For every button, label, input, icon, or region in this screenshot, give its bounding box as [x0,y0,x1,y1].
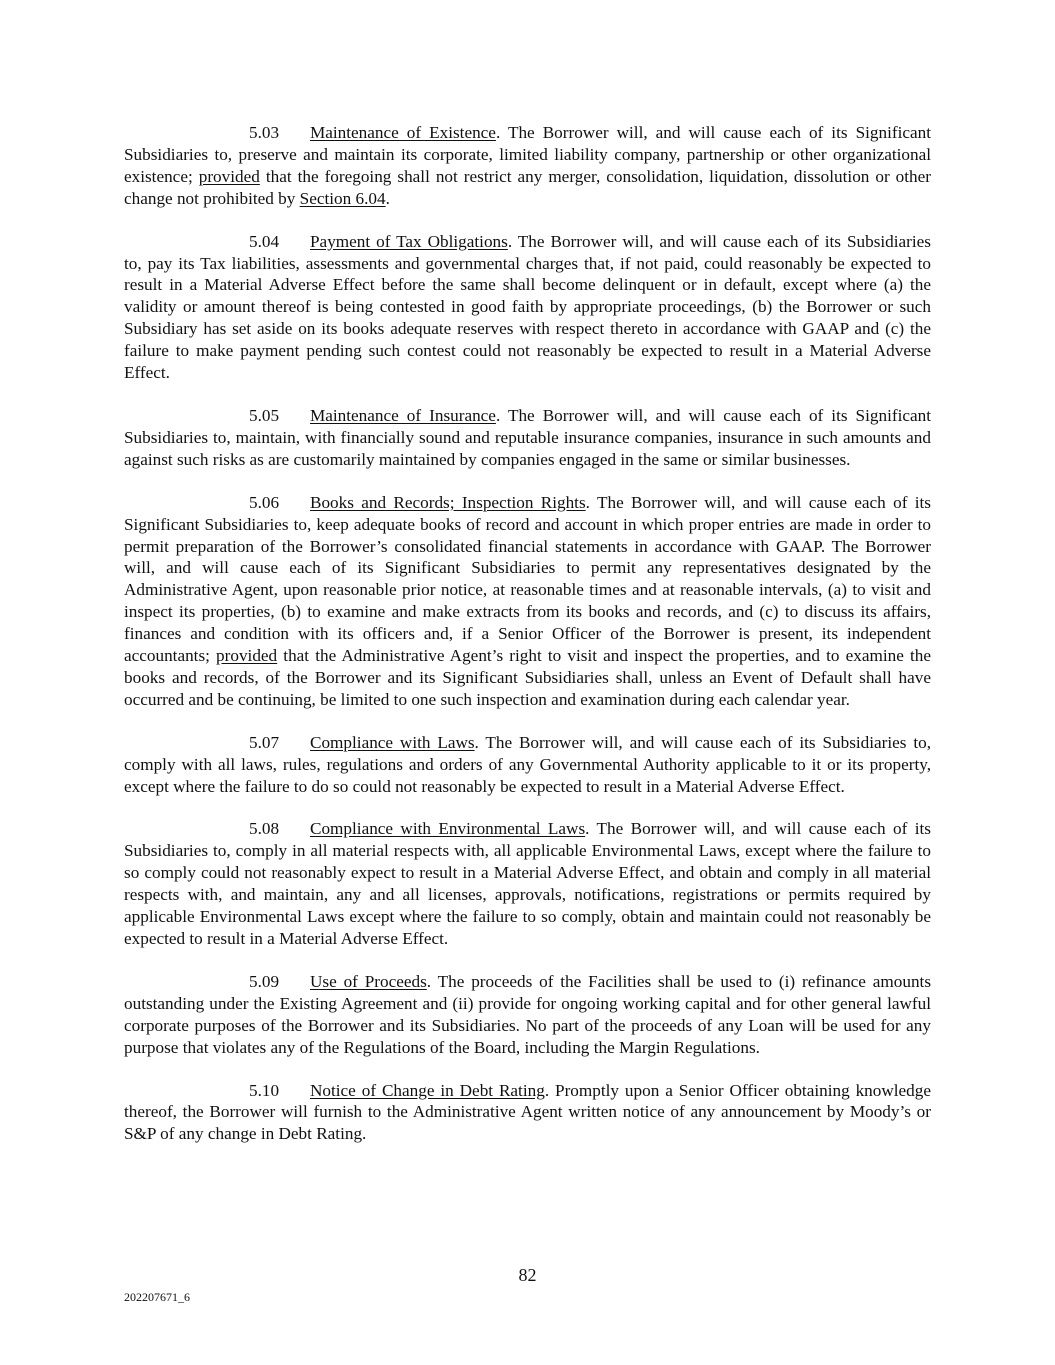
section-5-04: 5.04 Payment of Tax Obligations. The Borrower will, and will cause each of its Subsidiaries to, pay its Tax liabilities, assessments and governmental charges that, if not paid, could reasonably be expected to result in a Material Adverse Effect before the same shall become delinquent or in default, except where (a) the validity or amount thereof is being contested in good faith by appropriate proceedings, (b) the Borrower or such Subsidiary has set aside on its books adequate reserves with respect thereto in accordance with GAAP and (c) the failure to make payment pending such contest could not reasonably be expected to result in a Material Adverse Effect. [124,231,931,383]
section-heading: Payment of Tax Obligations [310,231,508,251]
defined-term-provided: provided [216,646,278,666]
document-id: 202207671_6 [124,1290,190,1304]
section-heading: Maintenance of Existence [310,123,496,142]
section-body: Promptly upon a Senior Officer obtaining knowledge thereof, the Borrower will furnish to the Administrative Agent written notice of any announcement by Moody’s or S&P of any change in Debt Rating. [124,1080,931,1144]
section-heading: Books and Records; Inspection Rights [310,492,586,512]
section-number: 5.03 [249,123,280,142]
section-number: 5.04 [249,231,280,251]
section-heading: Notice of Change in Debt Rating [310,1080,545,1100]
section-body: The Borrower will, and will cause each of its Subsidiaries to, comply with all laws, rules, regulations and orders of any Governmental Authority applicable to it or its property, except where the failure to do so could not reasonably be expected to result in a Material Adverse Effect. [124,732,931,796]
section-5-09: 5.09 Use of Proceeds. The proceeds of the Facilities shall be used to (i) refinance amounts outstanding under the Existing Agreement and (ii) provide for ongoing working capital and for other general lawful corporate purposes of the Borrower and its Subsidiaries. No part of the proceeds of any Loan will be used for any purpose that violates any of the Regulations of the Board, including the Margin Regulations. [124,971,932,1057]
section-number: 5.07 [249,732,280,752]
section-number: 5.06 [249,492,280,512]
section-number: 5.05 [249,405,280,425]
section-heading: Compliance with Environmental Laws [310,819,586,839]
section-body: The proceeds of the Facilities shall be used to (i) refinance amounts outstanding under the Existing Agreement and (ii) provide for ongoing working capital and for other general lawful corporate purposes of the Borrower and its Subsidiaries. No part of the proceeds of any Loan will be used for any purpose that violates any of the Regulations of the Board, including the Margin Regulations. [124,971,932,1057]
section-number: 5.08 [249,819,280,839]
section-heading: Maintenance of Insurance [310,405,496,425]
section-5-10: 5.10 Notice of Change in Debt Rating. Promptly upon a Senior Officer obtaining knowledge thereof, the Borrower will furnish to the Administrative Agent written notice of any announcement by Moody’s or S&P of any change in Debt Rating. [124,1080,931,1144]
section-body: The Borrower will, and will cause each of its Subsidiaries to, comply in all material respects with, all applicable Environmental Laws, except where the failure to so comply could not reasonably expect to result in a Material Adverse Effect, and obtain and comply in all material respects with, and maintain, any and all licenses, approvals, notifications, registrations or permits required by applicable Environmental Laws except where the failure to so comply, obtain and maintain could not reasonably be expected to result in a Material Adverse Effect. [124,819,931,948]
page-number: 82 [518,1265,537,1285]
section-5-05: 5.05 Maintenance of Insurance. The Borrower will, and will cause each of its Significant Subsidiaries to, maintain, with financially sound and reputable insurance companies, insurance in such amounts and against such risks as are customarily maintained by companies engaged in the same or similar businesses. [124,405,931,469]
section-number: 5.10 [249,1080,280,1100]
section-5-03: 5.03 Maintenance of Existence. The Borrower will, and will cause each of its Significant Subsidiaries to, preserve and maintain its corporate, limited liability company, partnership or other organizational existence; provided that the foregoing shall not restrict any merger, consolidation, liquidation, dissolution or other change not prohibited by Section 6.04. [124,123,931,208]
section-reference: Section 6.04 [299,188,386,208]
section-body: The Borrower will, and will cause each of its Significant Subsidiaries to, maintain, with financially sound and reputable insurance companies, insurance in such amounts and against such risks as are customarily maintained by companies engaged in the same or similar businesses. [124,405,931,469]
defined-term-provided: provided [198,166,260,186]
section-heading: Use of Proceeds [310,971,427,991]
section-5-08: 5.08 Compliance with Environmental Laws. The Borrower will, and will cause each of its Subsidiaries to, comply in all material respects with, all applicable Environmental Laws, except where the failure to so comply could not reasonably expect to result in a Material Adverse Effect, and obtain and comply in all material respects with, and maintain, any and all licenses, approvals, notifications, registrations or permits required by applicable Environmental Laws except where the failure to so comply, obtain and maintain could not reasonably be expected to result in a Material Adverse Effect. [124,819,931,948]
section-number: 5.09 [249,971,280,991]
section-body: The Borrower will, and will cause each of its Subsidiaries to, pay its Tax liabilities, assessments and governmental charges that, if not paid, could reasonably be expected to result in a Material Adverse Effect before the same shall become delinquent or in default, except where (a) the validity or amount thereof is being contested in good faith by appropriate proceedings, (b) the Borrower or such Subsidiary has set aside on its books adequate reserves with respect thereto in accordance with GAAP and (c) the failure to make payment pending such contest could not reasonably be expected to result in a Material Adverse Effect. [124,231,931,383]
section-heading: Compliance with Laws [310,732,475,752]
covenants-body [124,122,931,1166]
section-5-07: 5.07 Compliance with Laws. The Borrower will, and will cause each of its Subsidiaries to, comply with all laws, rules, regulations and orders of any Governmental Authority applicable to it or its property, except where the failure to do so could not reasonably be expected to result in a Material Adverse Effect. [124,732,931,796]
section-5-06: 5.06 Books and Records; Inspection Rights. The Borrower will, and will cause each of its Significant Subsidiaries to, keep adequate books of record and account in which proper entries are made in order to permit preparation of the Borrower’s consolidated financial statements in accordance with GAAP. The Borrower will, and will cause each of its Significant Subsidiaries to permit any representatives designated by the Administrative Agent, upon reasonable prior notice, at reasonable times and at reasonable intervals, (a) to visit and inspect its properties, (b) to examine and make extracts from its books and records, and (c) to discuss its affairs, finances and condition with its officers and, if a Senior Officer of the Borrower is present, its independent accountants; provided that the Administrative Agent’s right to visit and inspect the properties, and to examine the books and records, of the Borrower and its Significant Subsidiaries shall, unless an Event of Default shall have occurred and be continuing, be limited to one such inspection and examination during each calendar year. [124,492,931,709]
